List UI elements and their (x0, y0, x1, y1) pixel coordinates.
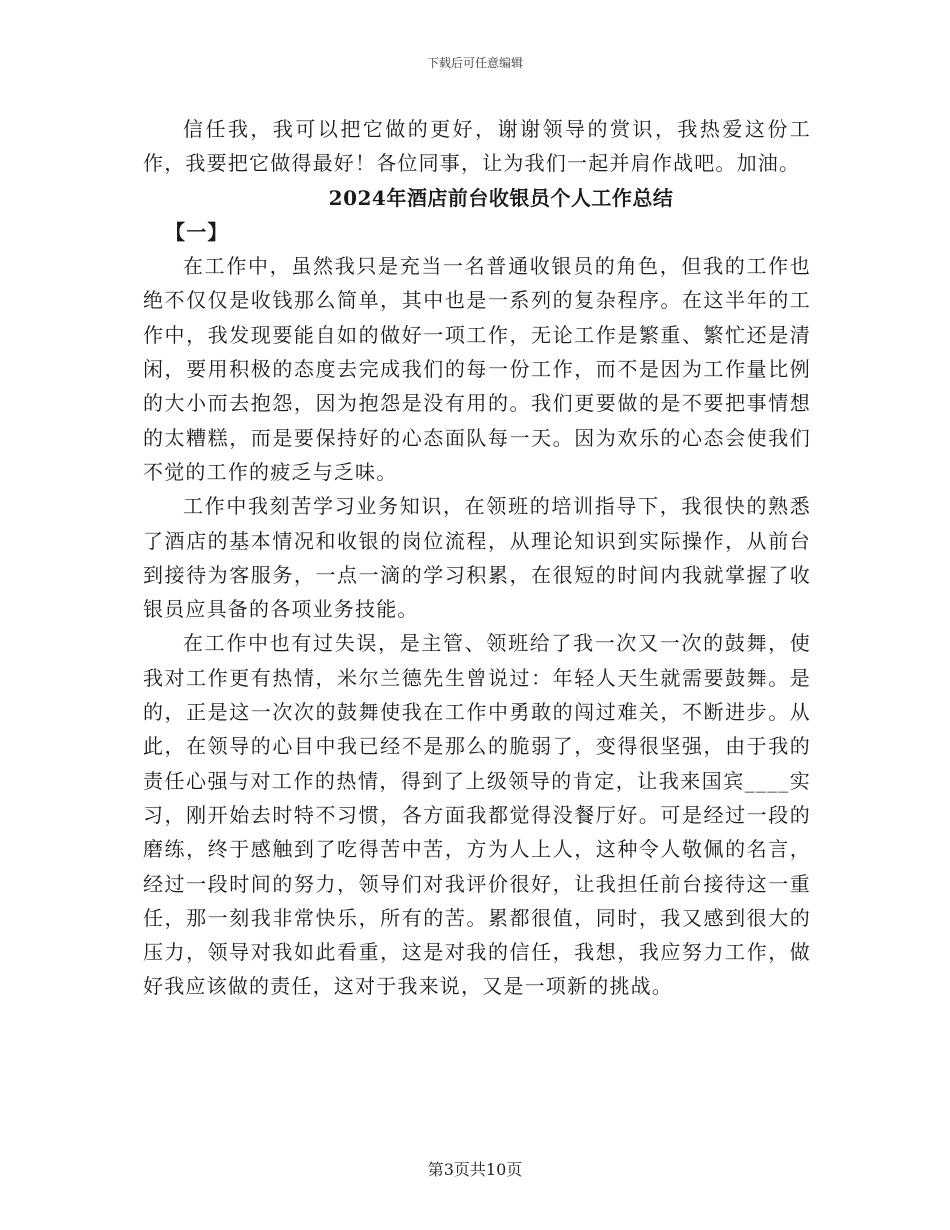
page-header-note: 下载后可任意编辑 (426, 56, 523, 70)
body-paragraph-1: 在工作中，虽然我只是充当一名普通收银员的角色，但我的工作也绝不仅仅是收钱那么简单，其中也是一系列的复杂程序。在这半年的工作中，我发现要能自如的做好一项工作，无论工作是繁重、繁忙还是清闲，要用积极的态度去完成我们的每一份工作，而不是因为工作量比例的大小而去抱怨，因为抱怨是没有用的。我们更要做的是不要把事情想的太糟糕，而是要保持好的心态面队每一天。因为欢乐的心态会使我们不觉的工作的疲乏与乏味。 (143, 254, 811, 484)
body-paragraph-2: 工作中我刻苦学习业务知识，在领班的培训指导下，我很快的熟悉了酒店的基本情况和收银的岗位流程，从理论知识到实际操作，从前台到接待为客服务，一点一滴的学习积累，在很短的时间内我就掌握了收银员应具备的各项业务技能。 (143, 494, 811, 622)
intro-paragraph: 信任我，我可以把它做的更好，谢谢领导的赏识，我热爱这份工作，我要把它做得最好！各位同事，让为我们一起并肩作战吧。加油。 (143, 117, 811, 176)
document-title: 2024年酒店前台收银员个人工作总结 (328, 185, 674, 210)
page-number: 第3页共10页 (427, 1160, 523, 1179)
section-marker: 【一】 (165, 219, 229, 244)
body-paragraph-3: 在工作中也有过失误，是主管、领班给了我一次又一次的鼓舞，使我对工作更有热情，米尔兰德先生曾说过：年轻人天生就需要鼓舞。是的，正是这一次次的鼓舞使我在工作中勇敢的闯过难关，不断进步。从此，在领导的心目中我已经不是那么的脆弱了，变得很坚强，由于我的责任心强与对工作的热情，得到了上级领导的肯定，让我来国宾____实习，刚开始去时特不习惯，各方面我都觉得没餐厅好。可是经过一段的磨练，终于感触到了吃得苦中苦，方为人上人，这种令人敬佩的名言，经过一段时间的努力，领导们对我评价很好，让我担任前台接待这一重任，那一刻我非常快乐，所有的苦。累都很值，同时，我又感到很大的压力，领导对我如此看重，这是对我的信任，我想，我应努力工作，做好我应该做的责任，这对于我来说，又是一项新的挑战。 (143, 631, 811, 999)
document-body (143, 112, 811, 1004)
